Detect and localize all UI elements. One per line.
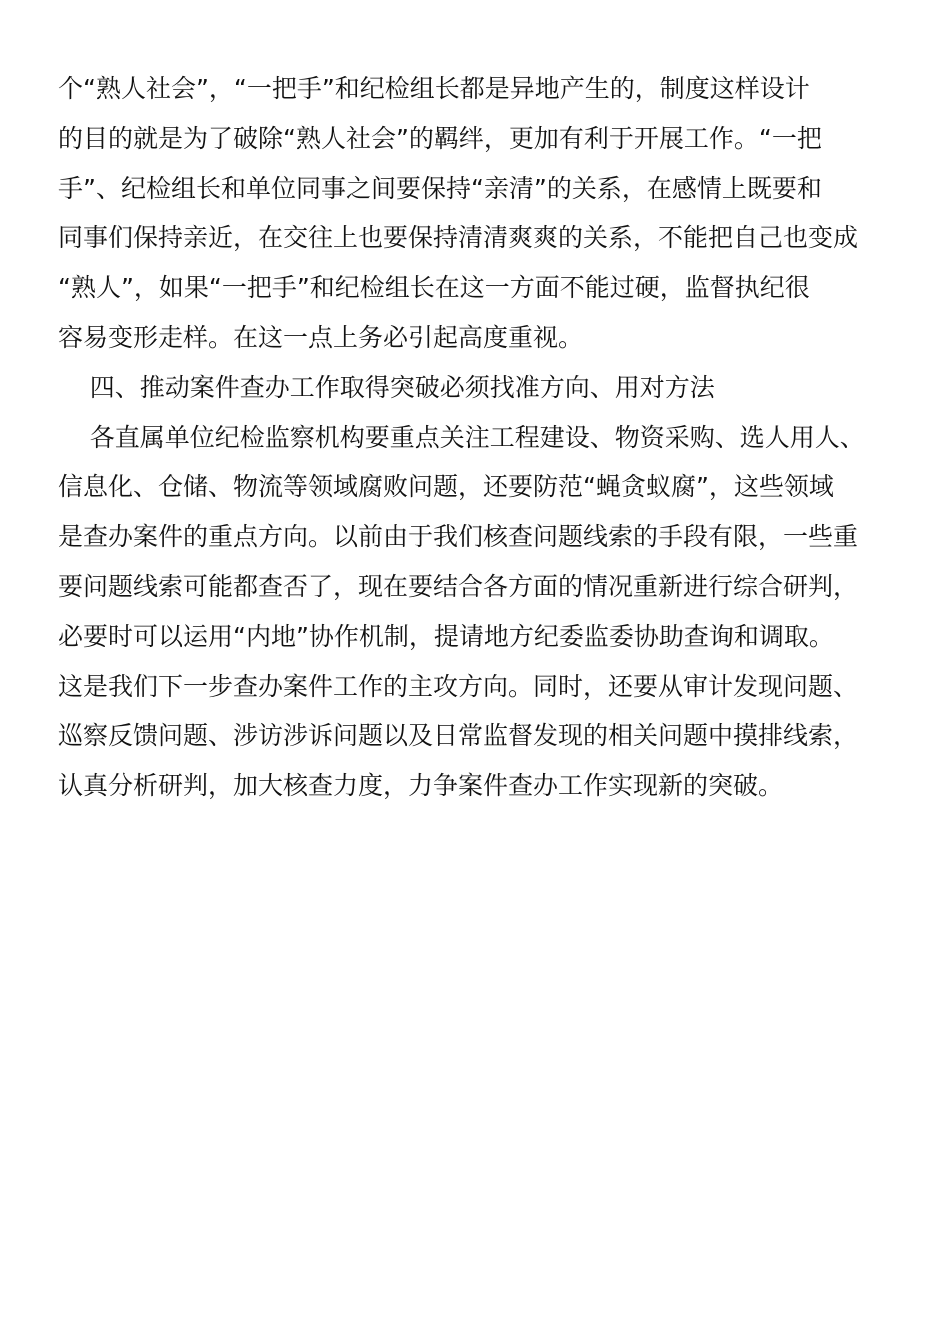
text-line: 容易变形走样。在这一点上务必引起高度重视。 — [58, 322, 584, 352]
text-line: 的目的就是为了破除“熟人社会”的羁绊，更加有利于开展工作。“一把 — [58, 123, 822, 153]
text-line: 要问题线索可能都查否了，现在要结合各方面的情况重新进行综合研判， — [58, 571, 859, 601]
text-line: “熟人”，如果“一把手”和纪检组长在这一方面不能过硬，监督执纪很 — [58, 273, 810, 303]
text-line: 是查办案件的重点方向。以前由于我们核查问题线索的手段有限，一些重 — [58, 522, 859, 552]
text-line: 同事们保持亲近，在交往上也要保持清清爽爽的关系，不能把自己也变成 — [58, 223, 859, 253]
text-line: 手”、纪检组长和单位同事之间要保持“亲清”的关系，在感情上既要和 — [58, 173, 822, 203]
text-line: 个“熟人社会”，“一把手”和纪检组长都是异地产生的，制度这样设计 — [58, 74, 810, 103]
text-line: 认真分析研判，加大核查力度，力争案件查办工作实现新的突破。 — [58, 771, 784, 801]
text-line: 必要时可以运用“内地”协作机制，提请地方纪委监委协助查询和调取。 — [58, 621, 834, 651]
body-text — [58, 64, 898, 811]
text-line: 这是我们下一步查办案件工作的主攻方向。同时，还要从审计发现问题、 — [58, 671, 859, 701]
section-heading: 四、推动案件查办工作取得突破必须找准方向、用对方法 — [58, 372, 715, 402]
text-line: 各直属单位纪检监察机构要重点关注工程建设、物资采购、选人用人、 — [58, 422, 865, 452]
text-line: 信息化、仓储、物流等领域腐败问题，还要防范“蝇贪蚁腐”，这些领域 — [58, 472, 834, 502]
text-line: 巡察反馈问题、涉访涉诉问题以及日常监督发现的相关问题中摸排线索， — [58, 721, 859, 751]
